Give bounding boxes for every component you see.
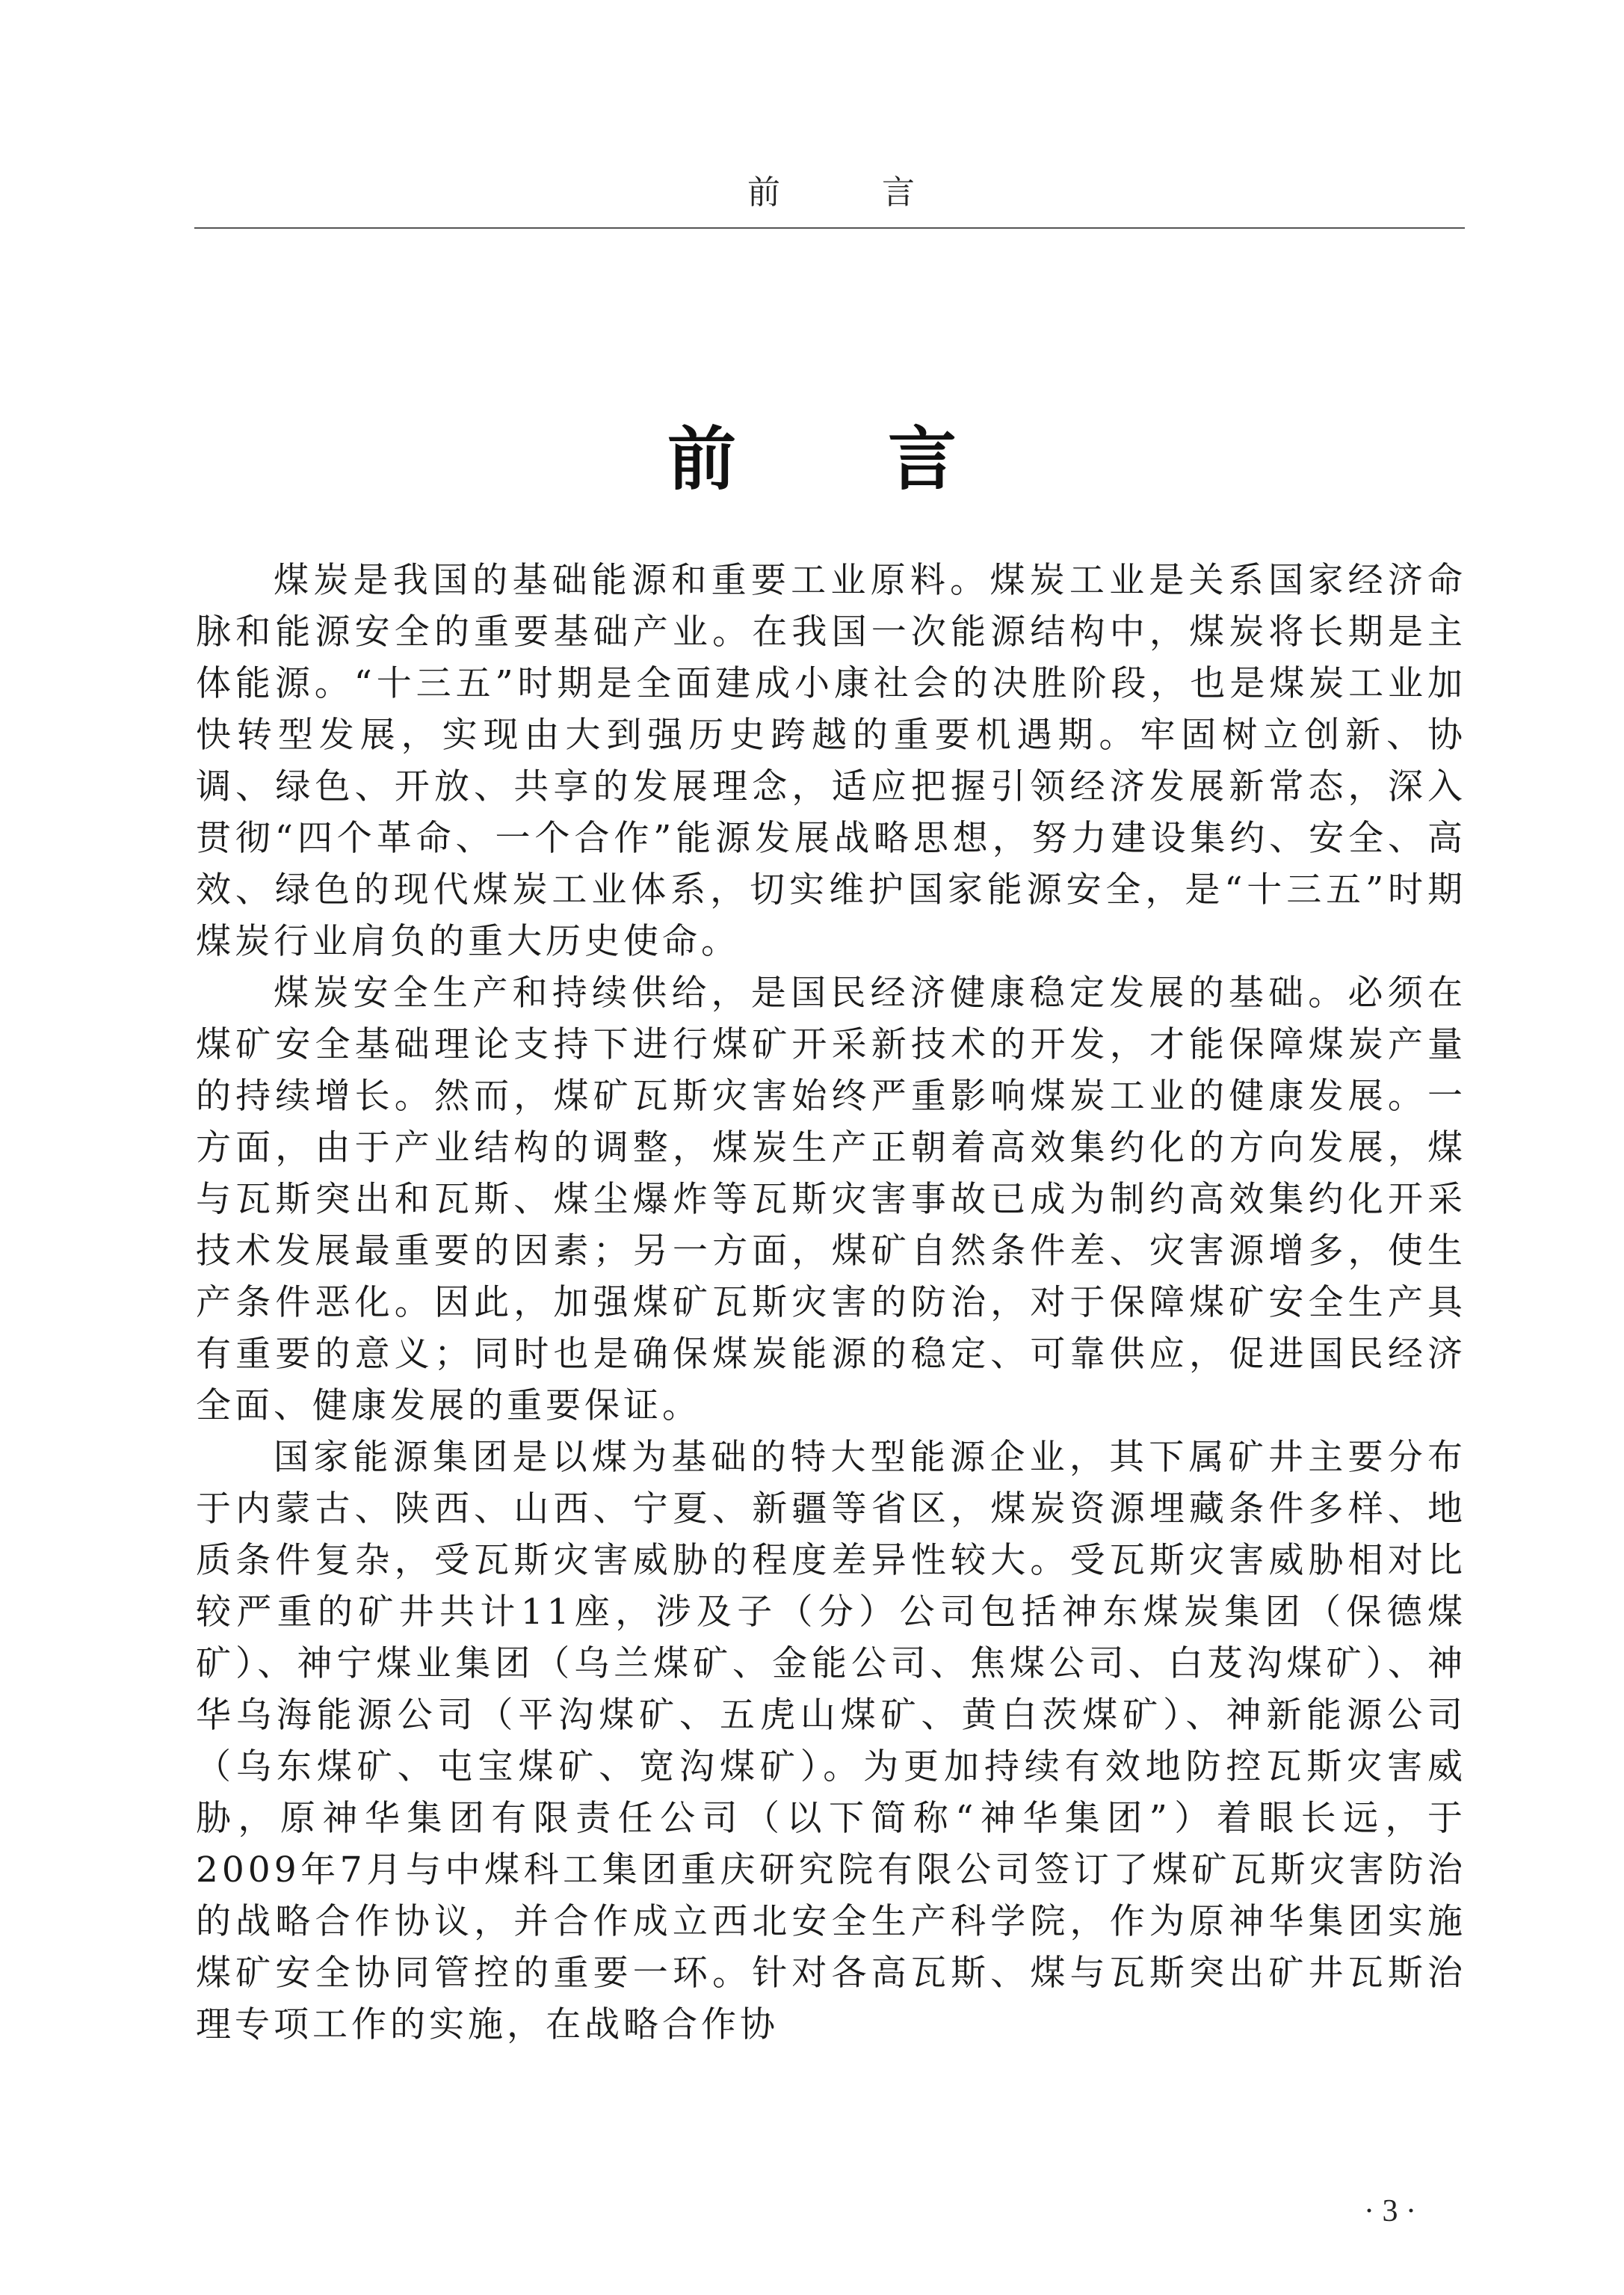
page-number: · 3 · <box>1364 2194 1416 2228</box>
running-header-char: 前 <box>747 173 780 212</box>
running-header <box>194 170 1465 229</box>
page-title-char: 言 <box>888 419 957 499</box>
running-header-char: 言 <box>882 173 915 212</box>
paragraph: 煤炭安全生产和持续供给，是国民经济健康稳定发展的基础。必须在煤矿安全基础理论支持下进行煤矿开采新技术的开发，才能保障煤炭产量的持续增长。然而，煤矿瓦斯灾害始终严重影响煤炭工业的健康发展。一方面，由于产业结构的调整，煤炭生产正朝着高效集约化的方向发展，煤与瓦斯突出和瓦斯、煤尘爆炸等瓦斯灾害事故已成为制约高效集约化开采技术发展最重要的因素；另一方面，煤矿自然条件差、灾害源增多，使生产条件恶化。因此，加强煤矿瓦斯灾害的防治，对于保障煤矿安全生产具有重要的意义；同时也是确保煤炭能源的稳定、可靠供应，促进国民经济全面、健康发展的重要保证。 <box>196 973 1466 1426</box>
paragraph: 国家能源集团是以煤为基础的特大型能源企业，其下属矿井主要分布于内蒙古、陕西、山西、宁夏、新疆等省区，煤炭资源埋藏条件多样、地质条件复杂，受瓦斯灾害威胁的程度差异性较大。受瓦斯灾害威胁相对比较严重的矿井共计11座，涉及子（分）公司包括神东煤炭集团（保德煤矿）、神宁煤业集团（乌兰煤矿、金能公司、焦煤公司、白芨沟煤矿）、神华乌海能源公司（平沟煤矿、五虎山煤矿、黄白茨煤矿）、神新能源公司（乌东煤矿、屯宝煤矿、宽沟煤矿）。为更加持续有效地防控瓦斯灾害威胁，原神华集团有限责任公司（以下简称“神华集团”）着眼长远，于2009年7月与中煤科工集团重庆研究院有限公司签订了煤矿瓦斯灾害防治的战略合作协议，并合作成立西北安全生产科学院，作为原神华集团实施煤矿安全协同管控的重要一环。针对各高瓦斯、煤与瓦斯突出矿井瓦斯治理专项工作的实施，在战略合作协 <box>196 1437 1466 2045</box>
body-text <box>196 555 1466 2051</box>
page-title-char: 前 <box>667 419 737 499</box>
paragraph: 煤炭是我国的基础能源和重要工业原料。煤炭工业是关系国家经济命脉和能源安全的重要基础产业。在我国一次能源结构中，煤炭将长期是主体能源。“十三五”时期是全面建成小康社会的决胜阶段，也是煤炭工业加快转型发展，实现由大到强历史跨越的重要机遇期。牢固树立创新、协调、绿色、开放、共享的发展理念，适应把握引领经济发展新常态，深入贯彻“四个革命、一个合作”能源发展战略思想，努力建设集约、安全、高效、绿色的现代煤炭工业体系，切实维护国家能源安全，是“十三五”时期煤炭行业肩负的重大历史使命。 <box>196 560 1466 962</box>
page-title <box>0 419 1624 499</box>
